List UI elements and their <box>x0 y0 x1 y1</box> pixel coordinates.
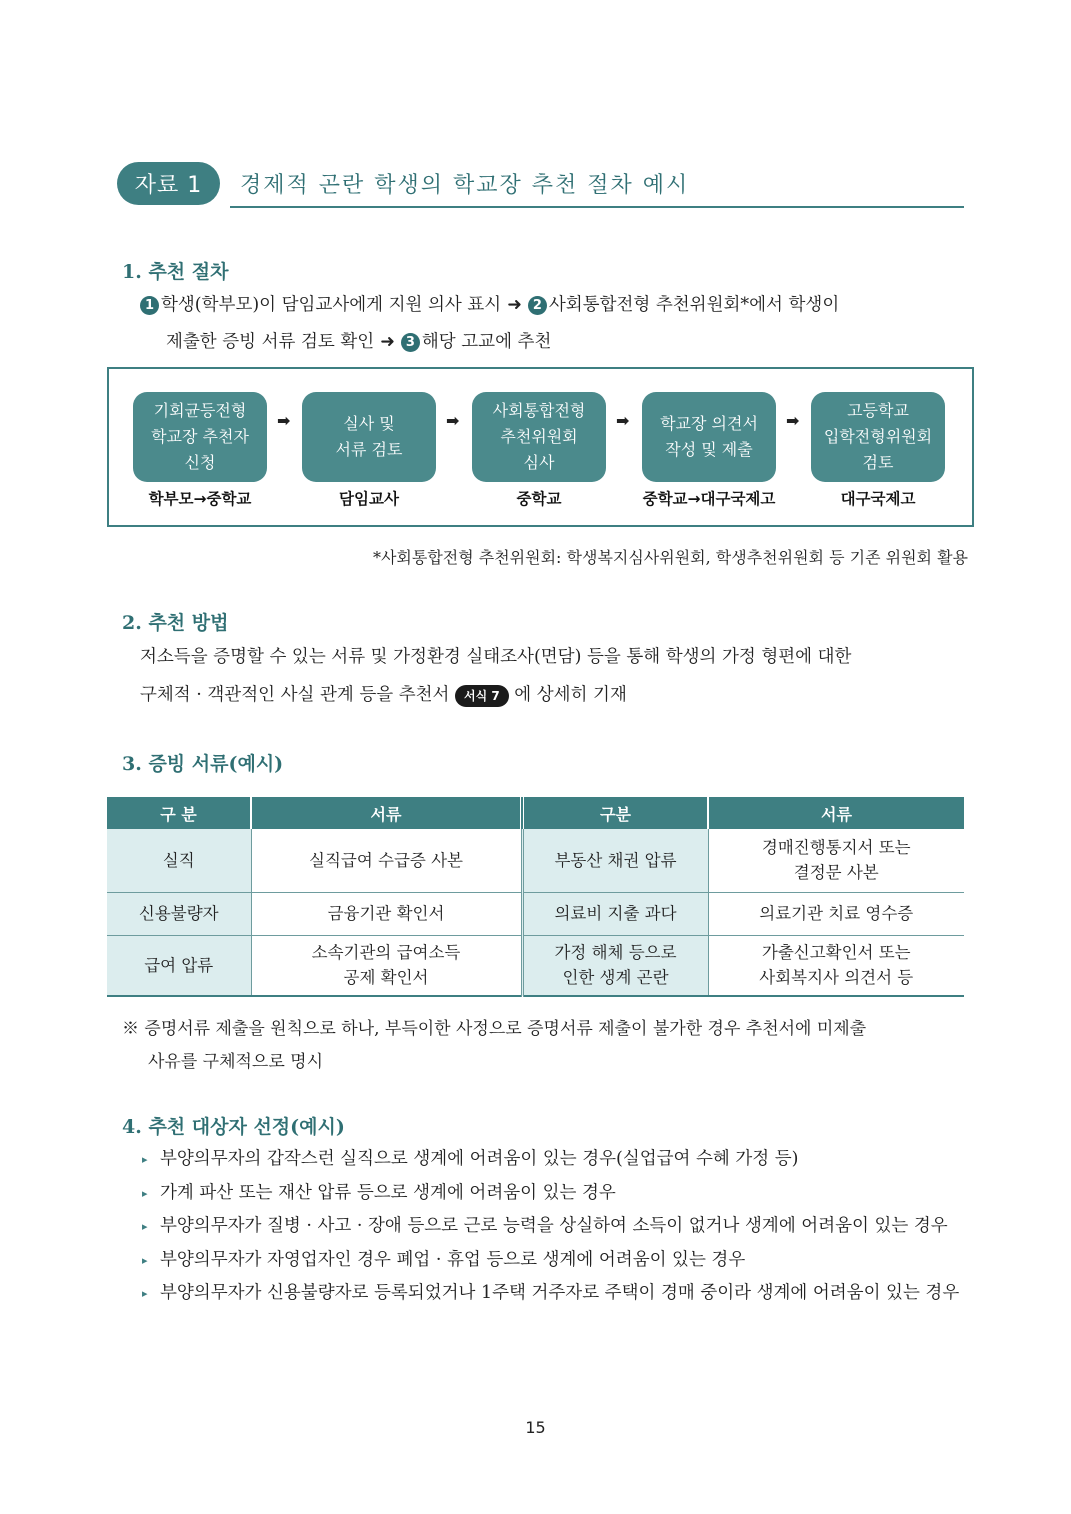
flow-step-box: 학교장 의견서 작성 및 제출 <box>642 392 776 482</box>
method-line2a: 구체적 · 객관적인 사실 관계 등을 추천서 <box>140 685 450 705</box>
list-item-text: 가계 파산 또는 재산 압류 등으로 생계에 어려움이 있는 경우 <box>160 1182 616 1203</box>
table-row <box>107 892 964 935</box>
list-item <box>140 1143 972 1177</box>
note-line2: 사유를 구체적으로 명시 <box>148 1052 324 1072</box>
bullet-triangle-icon: ▸ <box>142 1186 148 1200</box>
selection-criteria-list <box>140 1143 972 1311</box>
table-cell: 의료기관 치료 영수증 <box>708 892 964 935</box>
footnote: *사회통합전형 추천위원회: 학생복지심사위원회, 학생추천위원회 등 기존 위원회 활용 <box>372 548 968 567</box>
step-number-1: 1 <box>140 296 159 315</box>
bullet-triangle-icon: ▸ <box>142 1253 148 1267</box>
flow-step-actor: 담임교사 <box>339 490 399 508</box>
arrow-right-icon: ➡ <box>616 411 630 430</box>
flow-step-actor: 학부모→중학교 <box>148 490 252 508</box>
list-item-text: 부양의무자가 신용불량자로 등록되었거나 1주택 거주자로 주택이 경매 중이라 생계에 어려움이 있는 경우 <box>160 1283 960 1303</box>
procedure-text <box>140 287 975 361</box>
table-note <box>122 1013 972 1079</box>
section2-heading: 2. 추천 방법 <box>122 612 229 634</box>
section3-heading: 3. 증빙 서류(예시) <box>122 753 284 775</box>
list-item <box>140 1244 972 1278</box>
column-header: 구분 <box>522 797 708 829</box>
note-mark: ※ <box>122 1019 139 1039</box>
section4-heading: 4. 추천 대상자 선정(예시) <box>122 1116 345 1138</box>
flow-step-box: 실사 및 서류 검토 <box>302 392 436 482</box>
table-cell: 의료비 지출 과다 <box>522 892 708 935</box>
table-cell: 금융기관 확인서 <box>251 892 522 935</box>
flow-step-actor: 대구국제고 <box>840 490 916 508</box>
procedure-flow-diagram <box>107 367 974 527</box>
table-cell: 경매진행통지서 또는 결정문 사본 <box>708 829 964 892</box>
procedure-part2b: 제출한 증빙 서류 검토 확인 <box>166 332 375 352</box>
arrow-icon: ➜ <box>380 332 395 352</box>
table-cell: 소속기관의 급여소득 공제 확인서 <box>251 935 522 996</box>
arrow-right-icon: ➡ <box>277 411 291 430</box>
evidence-documents-table <box>107 797 964 997</box>
table-cell: 신용불량자 <box>107 892 251 935</box>
list-item-text: 부양의무자의 갑작스런 실직으로 생계에 어려움이 있는 경우(실업급여 수혜 가정 등) <box>160 1149 799 1169</box>
flow-step-actor: 중학교 <box>516 490 562 508</box>
table-row <box>107 935 964 996</box>
list-item <box>140 1277 972 1311</box>
table-cell: 가정 해체 등으로 인한 생계 곤란 <box>522 935 708 996</box>
bullet-triangle-icon: ▸ <box>142 1220 148 1233</box>
procedure-part3: 해당 고교에 추천 <box>421 332 552 352</box>
method-text <box>140 638 975 714</box>
method-line2b: 에 상세히 기재 <box>514 685 627 705</box>
page-title: 경제적 곤란 학생의 학교장 추천 절차 예시 <box>240 173 690 198</box>
material-label: 자료 1 <box>117 162 220 205</box>
list-item <box>140 1210 972 1244</box>
step-number-3: 3 <box>401 333 420 352</box>
page-number: 15 <box>525 1418 546 1437</box>
procedure-part2: 사회통합전형 추천위원회*에서 학생이 <box>548 295 840 315</box>
title-underline <box>230 206 964 208</box>
arrow-right-icon: ➡ <box>786 411 800 430</box>
step-number-2: 2 <box>528 296 547 315</box>
table-header-row <box>107 797 964 829</box>
table-cell: 부동산 채권 압류 <box>522 829 708 892</box>
column-header: 서류 <box>708 797 964 829</box>
note-line1: 증명서류 제출을 원칙으로 하나, 부득이한 사정으로 증명서류 제출이 불가한 경우 추천서에 미제출 <box>144 1019 867 1039</box>
section1-heading: 1. 추천 절차 <box>122 261 229 283</box>
arrow-icon: ➜ <box>507 295 522 315</box>
bullet-triangle-icon: ▸ <box>142 1153 148 1166</box>
table-row <box>107 829 964 892</box>
method-line1: 저소득을 증명할 수 있는 서류 및 가정환경 실태조사(면담) 등을 통해 학생의 가정 형편에 대한 <box>140 647 852 667</box>
column-header: 서류 <box>251 797 522 829</box>
table-cell: 급여 압류 <box>107 935 251 996</box>
flow-step-actor: 중학교→대구국제고 <box>642 490 776 508</box>
procedure-part1: 학생(학부모)이 담임교사에게 지원 의사 표시 <box>161 295 502 315</box>
list-item-text: 부양의무자가 자영업자인 경우 폐업 · 휴업 등으로 생계에 어려움이 있는 경우 <box>160 1249 746 1270</box>
list-item <box>140 1177 972 1211</box>
column-header: 구 분 <box>107 797 251 829</box>
flow-step-box: 고등학교 입학전형위원회 검토 <box>811 392 945 482</box>
list-item-text: 부양의무자가 질병 · 사고 · 장애 등으로 근로 능력을 상실하여 소득이 없거나 생계에 어려움이 있는 경우 <box>160 1216 948 1236</box>
bullet-triangle-icon: ▸ <box>142 1287 148 1300</box>
flow-step-box: 기회균등전형 학교장 추천자 신청 <box>133 392 267 482</box>
flow-step-box: 사회통합전형 추천위원회 심사 <box>472 392 606 482</box>
table-cell: 실직급여 수급증 사본 <box>251 829 522 892</box>
table-cell: 가출신고확인서 또는 사회복지사 의견서 등 <box>708 935 964 996</box>
arrow-right-icon: ➡ <box>446 411 460 430</box>
form-badge: 서식 7 <box>455 685 509 707</box>
table-cell: 실직 <box>107 829 251 892</box>
